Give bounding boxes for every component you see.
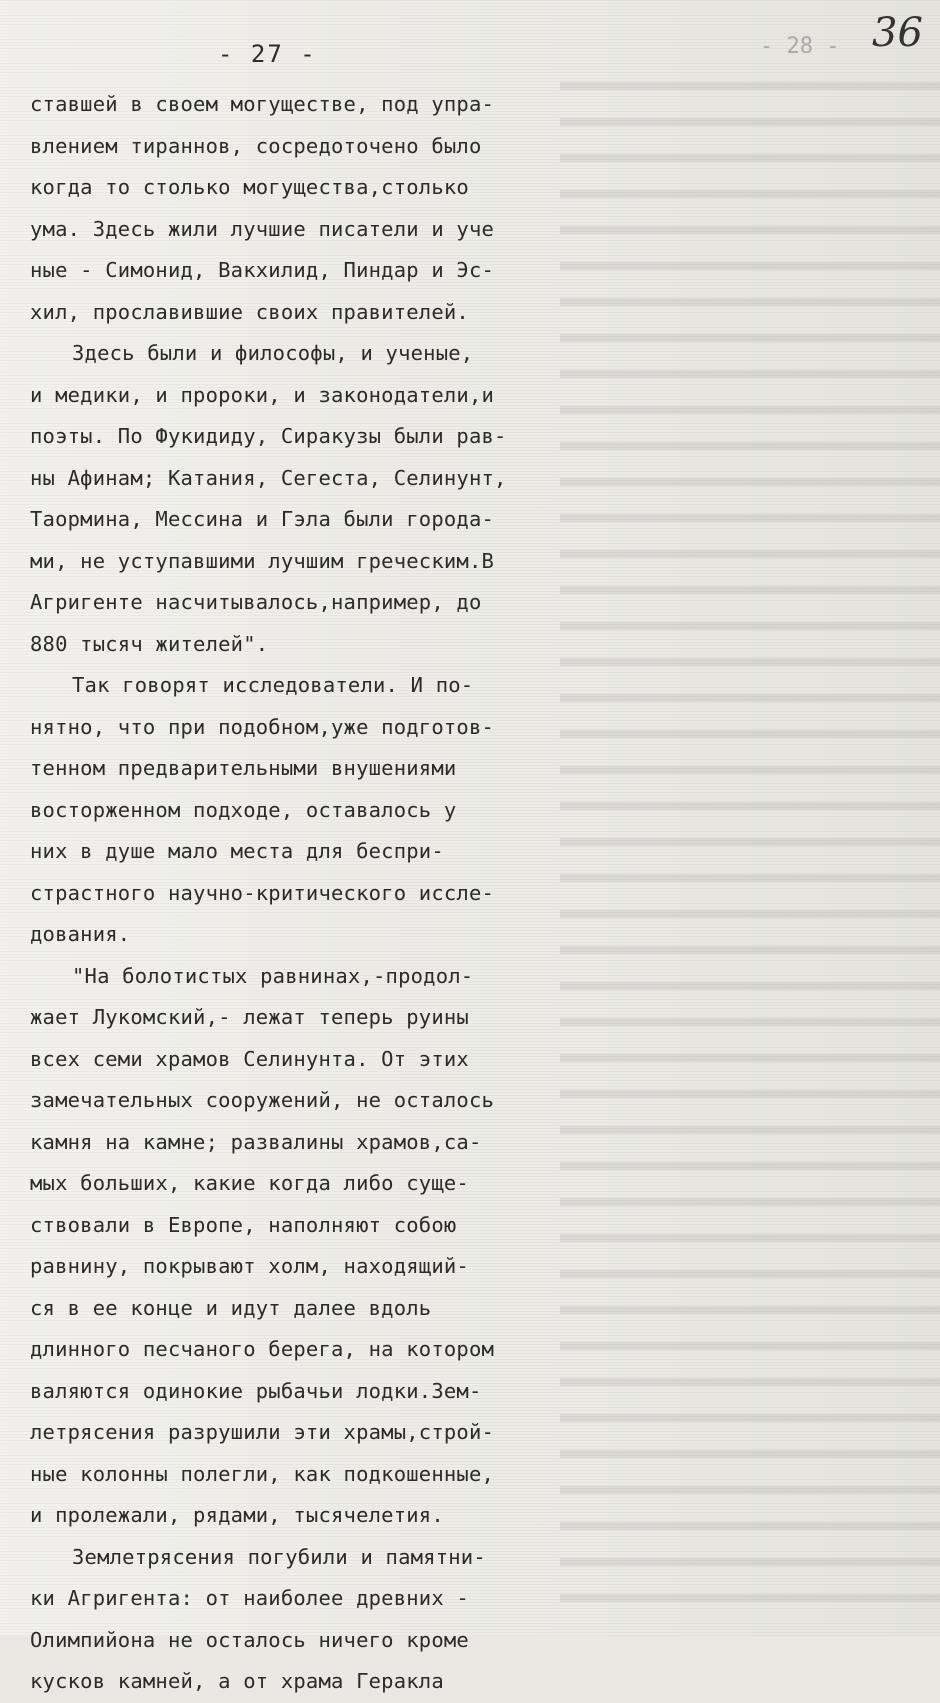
text-line: восторженном подходе, оставалось у (30, 797, 457, 822)
text-line: валяются одинокие рыбачьи лодки.Зем- (30, 1378, 482, 1403)
bleed-through-text (560, 60, 940, 1620)
text-line: ствовали в Европе, наполняют собою (30, 1212, 457, 1237)
text-line: Олимпийона не осталось ничего кроме (30, 1627, 469, 1652)
text-line: ные - Симонид, Вакхилид, Пиндар и Эс- (30, 258, 495, 282)
text-line: длинного песчаного берега, на котором (30, 1337, 495, 1361)
text-line: ми, не уступавшими лучшим греческим.В (30, 548, 495, 573)
text-line: ны Афинам; Катания, Сегеста, Селинунт, (30, 465, 507, 490)
text-line: поэты. По Фукидиду, Сиракузы были рав- (30, 424, 507, 448)
text-line: камня на камне; развалины храмов,са- (30, 1129, 482, 1154)
text-line: равнину, покрывают холм, находящий- (30, 1254, 469, 1278)
body-text (30, 84, 530, 1703)
handwritten-page-number: 36 (872, 10, 923, 56)
text-line: Так говорят исследователи. И по- (72, 673, 474, 697)
text-line: влением тираннов, сосредоточено было (30, 133, 482, 158)
text-line: мых больших, какие когда либо суще- (30, 1171, 469, 1195)
text-line: всех семи храмов Селинунта. От этих (30, 1046, 469, 1071)
text-line: ся в ее конце и идут далее вдоль (30, 1295, 432, 1320)
text-line: них в душе мало места для беспри- (30, 839, 444, 863)
text-line: страстного научно-критического иссле- (30, 880, 495, 905)
text-line: Агригенте насчитывалось,например, до (30, 590, 482, 614)
text-line: Таормина, Мессина и Гэла были городa- (30, 507, 495, 531)
text-line: ума. Здесь жили лучшие писатели и уче (30, 216, 495, 241)
text-line: и медики, и пророки, и законодатели,и (30, 382, 495, 407)
text-line: Здесь были и философы, и ученые, (72, 341, 474, 365)
text-line: хил, прославившие своих правителей. (30, 299, 469, 324)
text-line: ставшей в своем могуществе, под упра- (30, 92, 495, 116)
text-line: дования. (30, 922, 131, 946)
ghost-page-number: - 28 - (760, 34, 840, 59)
text-line: летрясения разрушили эти храмы,строй- (30, 1420, 495, 1444)
text-line: Землетрясения погубили и памятни- (72, 1544, 486, 1569)
text-line: нятно, что при подобном,уже подготов- (30, 714, 495, 739)
text-line: когда то столько могущества,столько (30, 175, 469, 199)
text-line: "На болотистых равнинах,-продол- (72, 963, 474, 988)
text-line: кусков камней, а от храма Геракла (30, 1669, 444, 1693)
text-line: 880 тысяч жителей". (30, 631, 269, 656)
text-line: тенном предварительными внушениями (30, 756, 457, 780)
text-line: жает Лукомский,- лежат теперь руины (30, 1005, 469, 1029)
text-line: ки Агригента: от наиболее древних - (30, 1586, 469, 1610)
page-number: - 27 - (218, 40, 317, 68)
text-line: и пролежали, рядами, тысячелетия. (30, 1503, 444, 1527)
text-line: ные колонны полегли, как подкошенные, (30, 1461, 495, 1486)
text-line: замечательных сооружений, не осталось (30, 1088, 495, 1112)
